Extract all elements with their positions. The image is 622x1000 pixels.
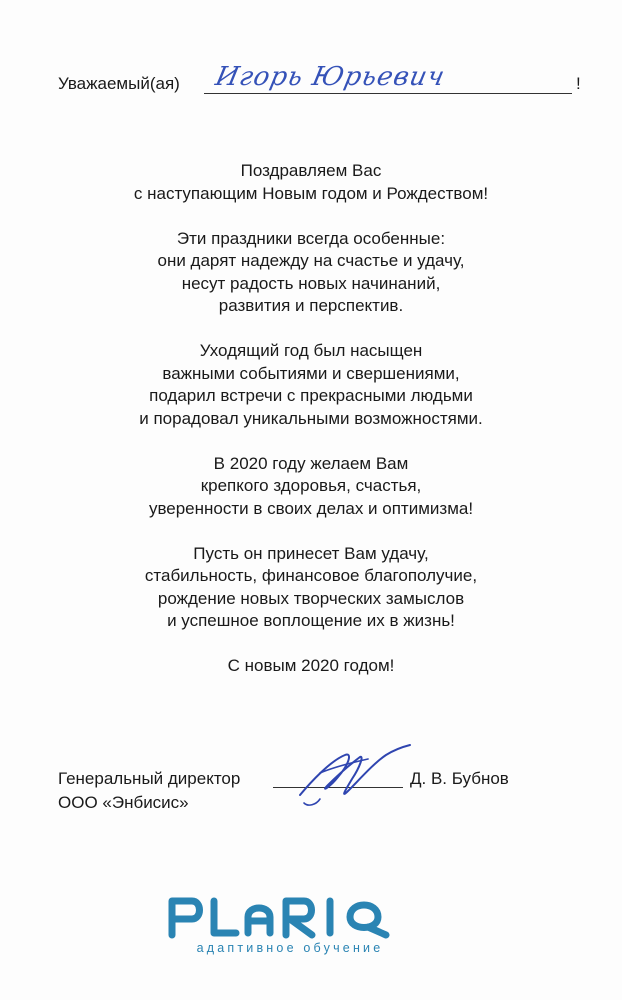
text-line: В 2020 году желаем Вам xyxy=(213,453,409,473)
text-line: важными событиями и свершениями, xyxy=(162,363,460,383)
plariq-logo xyxy=(160,893,460,965)
letter-body xyxy=(0,160,622,700)
greeting-label: Уважаемый(ая) xyxy=(58,74,180,93)
signature-block xyxy=(58,765,578,825)
text-line: уверенности в своих делах и оптимизма! xyxy=(148,498,474,518)
text-line: развития и перспектив. xyxy=(218,296,404,315)
text-line: Поздравляем Вас xyxy=(240,161,382,180)
handwritten-signature xyxy=(290,733,420,813)
text-line: несут радость новых начинаний, xyxy=(181,273,441,293)
paragraph-wishes xyxy=(0,453,622,521)
paragraph-closing xyxy=(0,655,622,678)
paragraph-intro xyxy=(0,160,622,205)
greeting-exclamation: ! xyxy=(576,74,581,93)
text-line: и успешное воплощение их в жизнь! xyxy=(167,611,455,630)
text-line: рождение новых творческих замыслов xyxy=(157,588,465,608)
text-line: подарил встречи с прекрасными людьми xyxy=(149,386,473,405)
signer-name: Д. В. Бубнов xyxy=(410,769,509,788)
text-line: Уходящий год был насыщен xyxy=(199,341,423,360)
paragraph-holidays xyxy=(0,228,622,318)
signer-position: Генеральный директор xyxy=(58,769,241,788)
greeting-row xyxy=(58,62,581,96)
paragraph-luck xyxy=(0,543,622,633)
logo-tagline: адаптивное обучение xyxy=(196,941,384,955)
plariq-wordmark-icon xyxy=(164,893,424,939)
handwritten-recipient-name: Игорь Юрьевич xyxy=(212,62,448,92)
text-line: Пусть он принесет Вам удачу, xyxy=(193,543,429,563)
text-line: Эти праздники всегда особенные: xyxy=(176,228,446,248)
greeting-underline xyxy=(204,93,572,94)
text-line: стабильность, финансовое благополучие, xyxy=(144,566,478,585)
paragraph-past-year xyxy=(0,340,622,430)
signer-company: ООО «Энбисис» xyxy=(58,793,189,812)
text-line: С новым 2020 годом! xyxy=(227,656,395,675)
text-line: и порадовал уникальными возможностями. xyxy=(139,408,483,428)
text-line: они дарят надежду на счастье и удачу, xyxy=(157,251,465,270)
text-line: с наступающим Новым годом и Рождеством! xyxy=(133,183,489,203)
text-line: крепкого здоровья, счастья, xyxy=(200,476,422,495)
